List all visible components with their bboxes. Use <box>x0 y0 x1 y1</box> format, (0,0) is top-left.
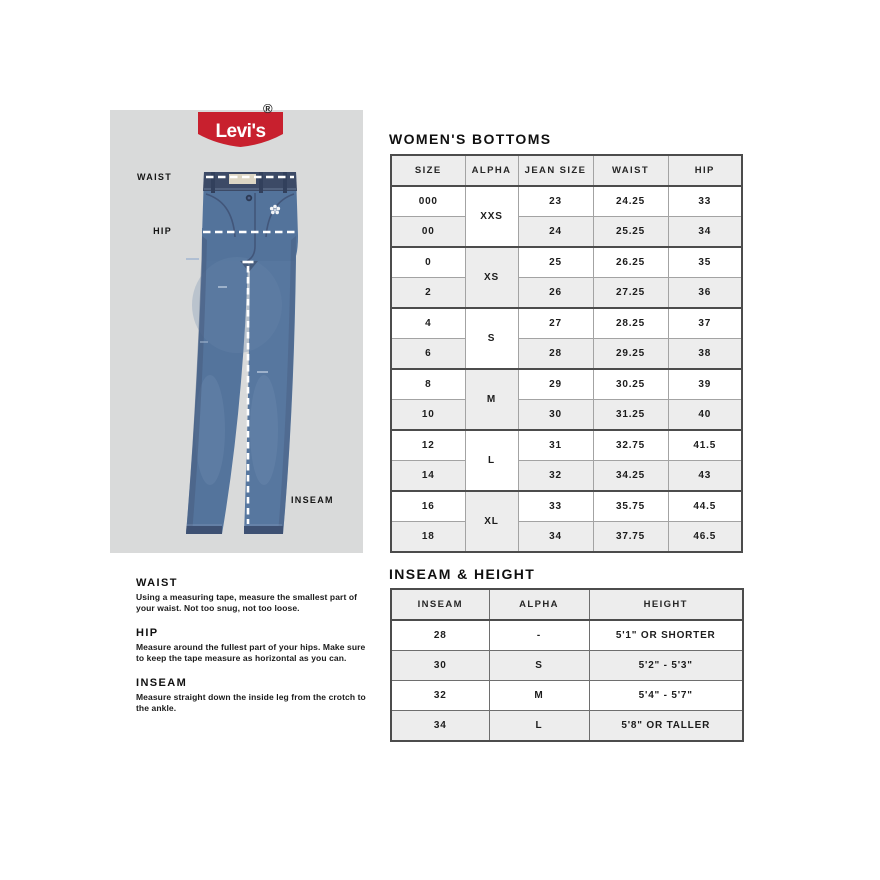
alpha-cell: XS <box>465 247 518 308</box>
measuring-guide <box>136 577 368 727</box>
table-row <box>391 308 742 339</box>
waist-cell: 28.25 <box>593 308 668 339</box>
jean-size-cell: 27 <box>518 308 593 339</box>
height-cell: 5'2" - 5'3" <box>589 651 743 681</box>
table-row <box>391 217 742 248</box>
table-row <box>391 400 742 431</box>
col-header-alpha: ALPHA <box>489 589 589 620</box>
hip-cell: 46.5 <box>668 522 742 553</box>
col-header-height: HEIGHT <box>589 589 743 620</box>
col-header-waist: WAIST <box>593 155 668 186</box>
col-header-hip: HIP <box>668 155 742 186</box>
guide-text-inseam: Measure straight down the inside leg from the crotch to the ankle. <box>136 692 366 713</box>
jean-size-cell: 29 <box>518 369 593 400</box>
bottoms-table-title: WOMEN'S BOTTOMS <box>389 131 552 147</box>
alpha-cell: L <box>465 430 518 491</box>
hip-cell: 43 <box>668 461 742 492</box>
waist-cell: 31.25 <box>593 400 668 431</box>
inseam-cell: 32 <box>391 681 489 711</box>
col-header-inseam: INSEAM <box>391 589 489 620</box>
jean-size-cell: 31 <box>518 430 593 461</box>
size-cell: 18 <box>391 522 465 553</box>
hip-cell: 41.5 <box>668 430 742 461</box>
waist-cell: 37.75 <box>593 522 668 553</box>
jean-size-cell: 30 <box>518 400 593 431</box>
inseam-cell: 28 <box>391 620 489 651</box>
waist-cell: 30.25 <box>593 369 668 400</box>
hip-cell: 33 <box>668 186 742 217</box>
table-row <box>391 186 742 217</box>
table-row <box>391 681 743 711</box>
guide-heading-hip: HIP <box>136 627 159 639</box>
size-cell: 14 <box>391 461 465 492</box>
waist-cell: 29.25 <box>593 339 668 370</box>
inseam-table-title: INSEAM & HEIGHT <box>389 566 536 582</box>
jean-size-cell: 23 <box>518 186 593 217</box>
table-row <box>391 247 742 278</box>
col-header-size: SIZE <box>391 155 465 186</box>
waist-cell: 25.25 <box>593 217 668 248</box>
table-row <box>391 339 742 370</box>
hip-cell: 36 <box>668 278 742 309</box>
womens-bottoms-size-table <box>390 154 743 553</box>
guide-heading-inseam: INSEAM <box>136 677 188 689</box>
jean-size-cell: 33 <box>518 491 593 522</box>
table-row <box>391 278 742 309</box>
col-header-jean-size: JEAN SIZE <box>518 155 593 186</box>
col-header-alpha: ALPHA <box>465 155 518 186</box>
table-row <box>391 620 743 651</box>
waist-cell: 26.25 <box>593 247 668 278</box>
size-cell: 4 <box>391 308 465 339</box>
registered-trademark-icon: ® <box>263 101 273 116</box>
alpha-cell: M <box>465 369 518 430</box>
table-row <box>391 430 742 461</box>
hip-measure-label: HIP <box>153 226 172 236</box>
hip-cell: 35 <box>668 247 742 278</box>
guide-text-hip: Measure around the fullest part of your hips. Make sure to keep the tape measure as horizontal as you can. <box>136 642 366 663</box>
table-row <box>391 369 742 400</box>
size-cell: 00 <box>391 217 465 248</box>
table-row <box>391 491 742 522</box>
alpha-cell: M <box>489 681 589 711</box>
alpha-cell: - <box>489 620 589 651</box>
alpha-cell: S <box>465 308 518 369</box>
hip-cell: 37 <box>668 308 742 339</box>
guide-text-waist: Using a measuring tape, measure the smallest part of your waist. Not too snug, not too loose. <box>136 592 358 613</box>
size-cell: 16 <box>391 491 465 522</box>
size-cell: 2 <box>391 278 465 309</box>
size-cell: 6 <box>391 339 465 370</box>
size-cell: 10 <box>391 400 465 431</box>
alpha-cell: XL <box>465 491 518 552</box>
size-cell: 12 <box>391 430 465 461</box>
table-header-row <box>391 589 743 620</box>
height-cell: 5'1" OR SHORTER <box>589 620 743 651</box>
levis-wordmark: Levi's <box>215 121 266 142</box>
waist-cell: 27.25 <box>593 278 668 309</box>
hip-cell: 39 <box>668 369 742 400</box>
levis-logo <box>198 112 283 147</box>
table-row <box>391 711 743 742</box>
jean-size-cell: 24 <box>518 217 593 248</box>
inseam-measure-label: INSEAM <box>291 495 334 505</box>
size-cell: 8 <box>391 369 465 400</box>
alpha-cell: XXS <box>465 186 518 247</box>
waist-cell: 34.25 <box>593 461 668 492</box>
height-cell: 5'4" - 5'7" <box>589 681 743 711</box>
table-row <box>391 651 743 681</box>
size-cell: 0 <box>391 247 465 278</box>
jean-size-cell: 32 <box>518 461 593 492</box>
jean-size-cell: 34 <box>518 522 593 553</box>
hip-cell: 44.5 <box>668 491 742 522</box>
waist-cell: 35.75 <box>593 491 668 522</box>
inseam-cell: 34 <box>391 711 489 742</box>
waist-cell: 24.25 <box>593 186 668 217</box>
height-cell: 5'8" OR TALLER <box>589 711 743 742</box>
hip-cell: 34 <box>668 217 742 248</box>
jeans-measure-panel <box>110 110 363 553</box>
inseam-cell: 30 <box>391 651 489 681</box>
alpha-cell: L <box>489 711 589 742</box>
jean-size-cell: 28 <box>518 339 593 370</box>
guide-heading-waist: WAIST <box>136 577 178 589</box>
hip-cell: 38 <box>668 339 742 370</box>
alpha-cell: S <box>489 651 589 681</box>
size-cell: 000 <box>391 186 465 217</box>
hip-cell: 40 <box>668 400 742 431</box>
waistband-label <box>229 174 256 184</box>
table-row <box>391 461 742 492</box>
waist-measure-label: WAIST <box>137 172 172 182</box>
table-header-row <box>391 155 742 186</box>
waist-cell: 32.75 <box>593 430 668 461</box>
inseam-height-table <box>390 588 744 742</box>
jean-size-cell: 26 <box>518 278 593 309</box>
table-row <box>391 522 742 553</box>
jean-size-cell: 25 <box>518 247 593 278</box>
